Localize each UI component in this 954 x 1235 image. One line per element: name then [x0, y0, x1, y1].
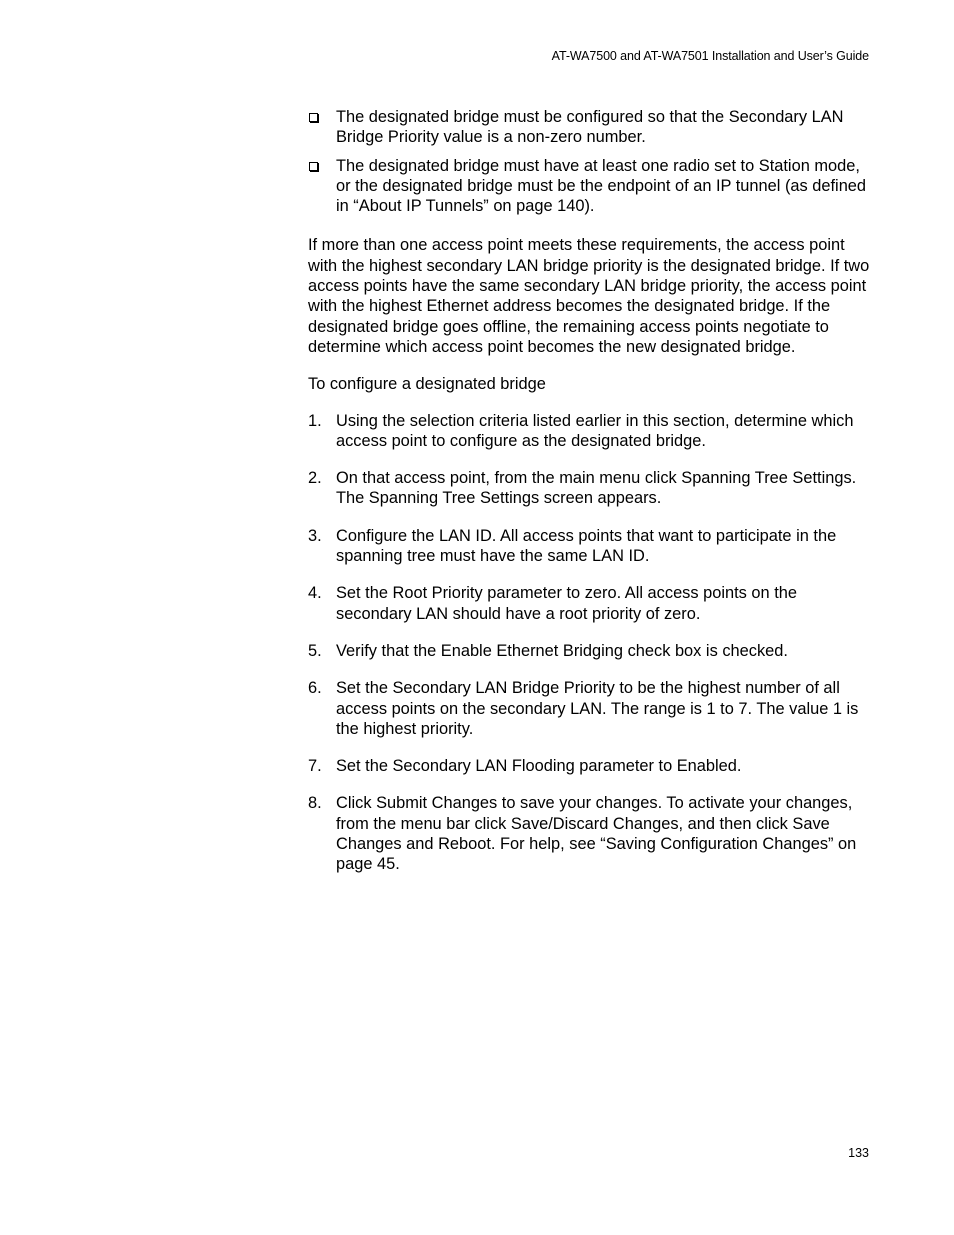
- step-text: Verify that the Enable Ethernet Bridging check box is checked.: [336, 641, 788, 660]
- page-number: 133: [848, 1146, 869, 1160]
- step-text: On that access point, from the main menu click Spanning Tree Settings. The Spanning Tree Settings screen appears.: [336, 469, 857, 508]
- step-number: 2.: [308, 469, 322, 488]
- procedure-intro: To configure a designated bridge: [308, 375, 546, 394]
- bullet-text: The designated bridge must have at least one radio set to Station mode, or the designated bridge must be the endpoint of an IP tunnel (as defined in “About IP Tunnels” on page 140).: [336, 156, 867, 216]
- step-number: 8.: [308, 794, 322, 813]
- step-number: 4.: [308, 584, 322, 603]
- procedure-step: [308, 641, 874, 661]
- running-header: AT-WA7500 and AT-WA7501 Installation and User’s Guide: [551, 49, 869, 63]
- procedure-step: [308, 526, 874, 567]
- procedure-step: [308, 756, 874, 776]
- procedure-steps: [308, 411, 874, 875]
- procedure-step: [308, 411, 874, 452]
- step-text: Set the Secondary LAN Flooding parameter to Enabled.: [336, 757, 742, 776]
- step-number: 3.: [308, 526, 322, 545]
- step-number: 6.: [308, 679, 322, 698]
- step-text: Using the selection criteria listed earlier in this section, determine which access point to configure as the designated bridge.: [336, 411, 854, 450]
- page-content: [308, 107, 874, 892]
- bullet-text: The designated bridge must be configured so that the Secondary LAN Bridge Priority value is a non-zero number.: [336, 108, 844, 147]
- procedure-step: [308, 468, 874, 509]
- procedure-step: [308, 678, 874, 739]
- step-number: 7.: [308, 757, 322, 776]
- step-text: Click Submit Changes to save your changes. To activate your changes, from the menu bar click Save/Discard Changes, and then click Save Changes and Reboot. For help, see “Saving Configuration Changes” on page 45.: [336, 794, 857, 874]
- body-paragraph: If more than one access point meets these requirements, the access point with the highest secondary LAN bridge priority is the designated bridge. If two access points have the same secondary LAN bridge priority, the access point with the highest Ethernet address becomes the designated bridge. If the designated bridge goes offline, the remaining access points negotiate to determine which access point becomes the new designated bridge.: [308, 236, 870, 356]
- step-text: Set the Root Priority parameter to zero. All access points on the secondary LAN should have a root priority of zero.: [336, 584, 797, 623]
- bullet-item: [308, 156, 874, 217]
- bullet-item: [308, 107, 874, 148]
- procedure-step: [308, 793, 874, 874]
- step-number: 5.: [308, 641, 322, 660]
- checkbox-bullet-icon: [309, 162, 318, 171]
- procedure-step: [308, 583, 874, 624]
- step-number: 1.: [308, 411, 322, 430]
- checkbox-bullet-icon: [309, 113, 318, 122]
- step-text: Configure the LAN ID. All access points that want to participate in the spanning tree must have the same LAN ID.: [336, 526, 837, 566]
- step-text: Set the Secondary LAN Bridge Priority to be the highest number of all access points on the secondary LAN. The range is 1 to 7. The value 1 is the highest priority.: [336, 679, 859, 738]
